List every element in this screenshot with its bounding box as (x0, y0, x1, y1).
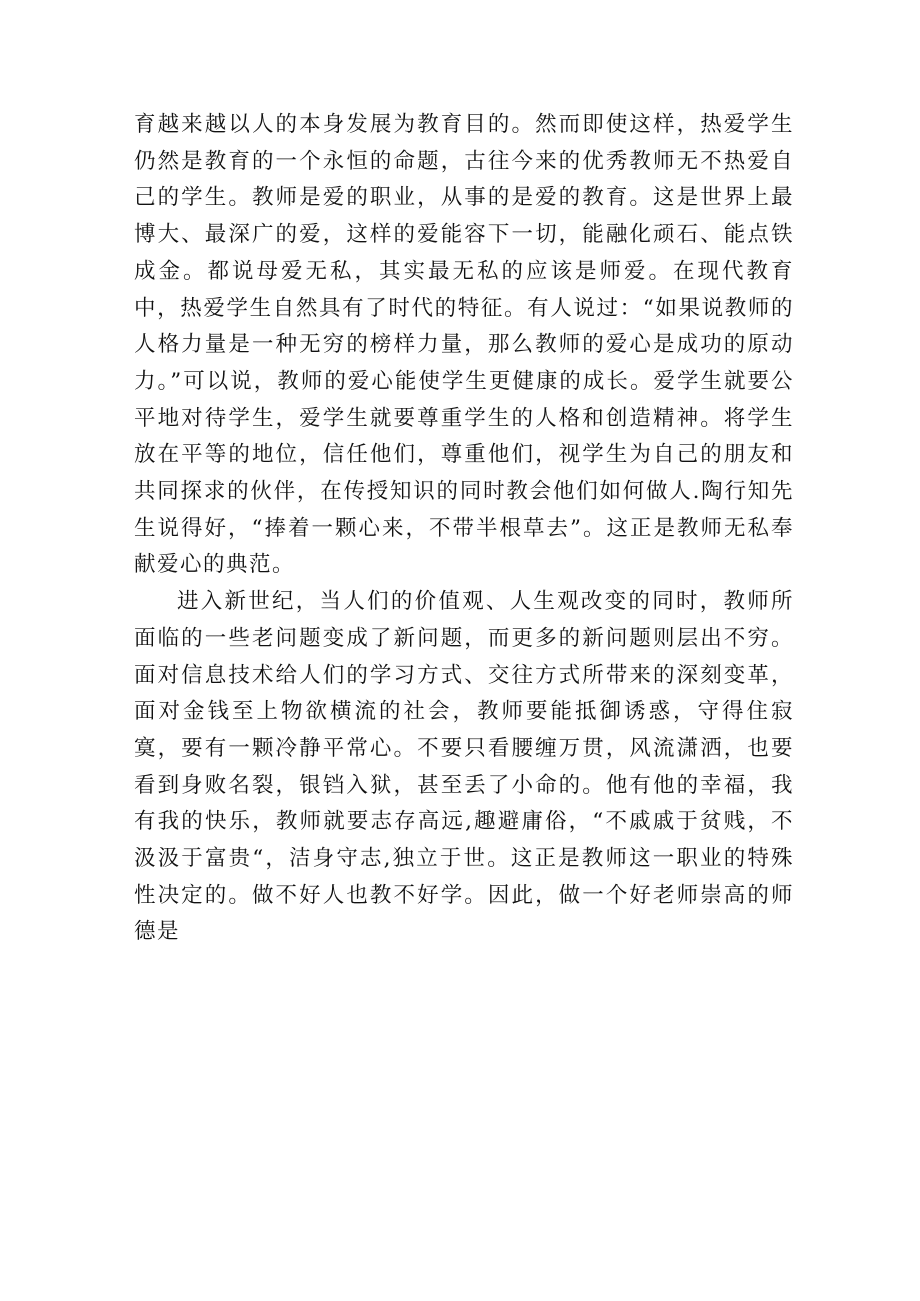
body-text (134, 107, 794, 951)
paragraph-1: 育越来越以人的本身发展为教育目的。然而即使这样，热爱学生仍然是教育的一个永恒的命题，古往今来的优秀教师无不热爱自己的学生。教师是爱的职业，从事的是爱的教育。这是世界上最博大、最深广的爱，这样的爱能容下一切，能融化顽石、能点铁成金。都说母爱无私，其实最无私的应该是师爱。在现代教育中，热爱学生自然具有了时代的特征。有人说过：“如果说教师的人格力量是一种无穷的榜样力量，那么教师的爱心是成功的原动力。”可以说，教师的爱心能使学生更健康的成长。爱学生就要公平地对待学生，爱学生就要尊重学生的人格和创造精神。将学生放在平等的地位，信任他们，尊重他们，视学生为自己的朋友和共同探求的伙伴，在传授知识的同时教会他们如何做人.陶行知先生说得好，“捧着一颗心来，不带半根草去”。这正是教师无私奉献爱心的典范。 (134, 112, 794, 578)
paragraph-2: 进入新世纪，当人们的价值观、人生观改变的同时，教师所面临的一些老问题变成了新问题，而更多的新问题则层出不穷。面对信息技术给人们的学习方式、交往方式所带来的深刻变革，面对金钱至上物欲横流的社会，教师要能抵御诱惑，守得住寂寞，要有一颗冷静平常心。不要只看腰缠万贯，风流潇洒，也要看到身败名裂，银铛入狱，甚至丢了小命的。他有他的幸福，我有我的快乐，教师就要志存高远,趣避庸俗，“不戚戚于贫贱，不汲汲于富贵“，洁身守志,独立于世。这正是教师这一职业的特殊性决定的。做不好人也教不好学。因此，做一个好老师崇高的师德是 (134, 589, 794, 945)
